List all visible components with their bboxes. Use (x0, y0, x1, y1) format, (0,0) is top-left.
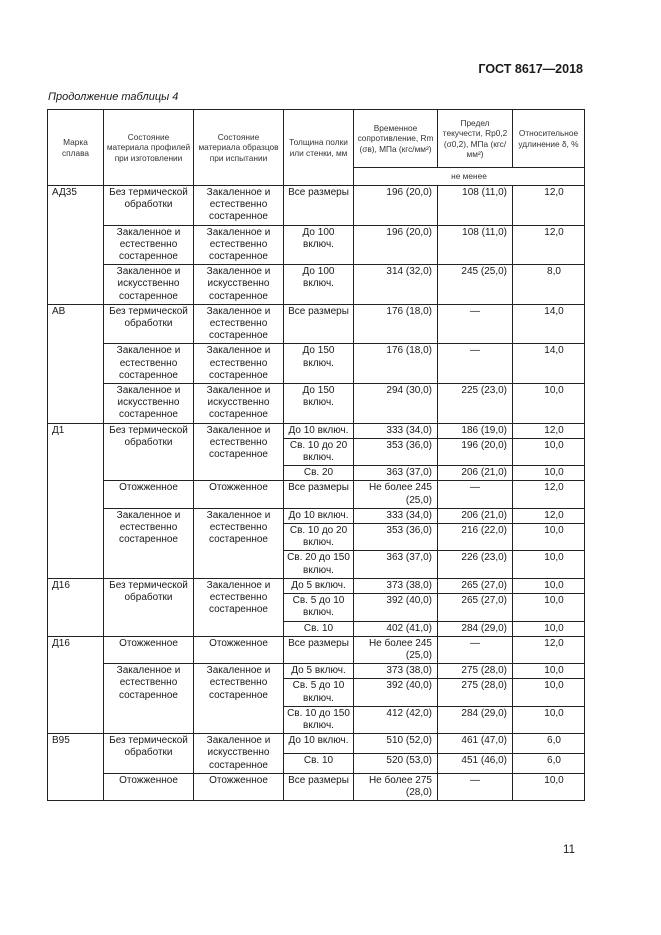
header-elongation: Относительное удлинение δ, % (513, 110, 585, 168)
yield-value: 226 (23,0) (438, 551, 513, 578)
sample-state: Закаленное и искусственно состаренное (194, 734, 284, 774)
yield-value: 206 (21,0) (438, 466, 513, 481)
elongation-value: 10,0 (513, 551, 585, 578)
profile-state: Закаленное и естественно состаренное (104, 664, 194, 734)
thickness-value: Св. 10 (284, 621, 354, 636)
yield-value: 275 (28,0) (438, 679, 513, 706)
elongation-value: 10,0 (513, 773, 585, 800)
strength-value: 176 (18,0) (354, 304, 438, 344)
yield-value: 461 (47,0) (438, 734, 513, 754)
thickness-value: Св. 20 до 150 включ. (284, 551, 354, 578)
yield-value: 265 (27,0) (438, 578, 513, 593)
yield-value: — (438, 344, 513, 384)
sample-state: Закаленное и искусственно состаренное (194, 384, 284, 424)
thickness-value: Св. 20 (284, 466, 354, 481)
elongation-value: 6,0 (513, 734, 585, 754)
yield-value: 265 (27,0) (438, 594, 513, 621)
sample-state: Закаленное и естественно состаренное (194, 304, 284, 344)
thickness-value: Св. 10 (284, 753, 354, 773)
sample-state: Закаленное и естественно состаренное (194, 344, 284, 384)
yield-value: 225 (23,0) (438, 384, 513, 424)
elongation-value: 12,0 (513, 423, 585, 438)
strength-value: 412 (42,0) (354, 706, 438, 733)
profile-state: Без термической обработки (104, 304, 194, 344)
table-row (48, 384, 585, 424)
elongation-value: 12,0 (513, 186, 585, 226)
thickness-value: До 10 включ. (284, 423, 354, 438)
profile-state: Без термической обработки (104, 186, 194, 226)
alloy-grade: Д16 (48, 636, 104, 733)
profile-state: Без термической обработки (104, 578, 194, 636)
thickness-value: Св. 10 до 150 включ. (284, 706, 354, 733)
elongation-value: 14,0 (513, 344, 585, 384)
elongation-value: 14,0 (513, 304, 585, 344)
thickness-value: До 100 включ. (284, 265, 354, 305)
elongation-value: 10,0 (513, 524, 585, 551)
profile-state: Закаленное и естественно состаренное (104, 508, 194, 578)
header-strength: Временное сопротивление, Rm (σв), МПа (кгс/мм²) (354, 110, 438, 168)
table-row (48, 481, 585, 508)
table-caption: Продолжение таблицы 4 (48, 91, 179, 103)
yield-value: 275 (28,0) (438, 664, 513, 679)
yield-value: 186 (19,0) (438, 423, 513, 438)
thickness-value: До 10 включ. (284, 508, 354, 523)
table-row (48, 773, 585, 800)
thickness-value: Все размеры (284, 481, 354, 508)
strength-value: Не более 245 (25,0) (354, 481, 438, 508)
strength-value: 392 (40,0) (354, 679, 438, 706)
thickness-value: До 10 включ. (284, 734, 354, 754)
yield-value: — (438, 481, 513, 508)
strength-value: 392 (40,0) (354, 594, 438, 621)
profile-state: Отожженное (104, 636, 194, 663)
elongation-value: 10,0 (513, 664, 585, 679)
strength-value: 333 (34,0) (354, 423, 438, 438)
strength-value: 510 (52,0) (354, 734, 438, 754)
sample-state: Закаленное и естественно состаренное (194, 186, 284, 226)
sample-state: Закаленное и естественно состаренное (194, 508, 284, 578)
properties-table (47, 109, 585, 801)
elongation-value: 10,0 (513, 466, 585, 481)
thickness-value: Св. 10 до 20 включ. (284, 438, 354, 465)
yield-value: 451 (46,0) (438, 753, 513, 773)
alloy-grade: В95 (48, 734, 104, 801)
profile-state: Закаленное и искусственно состаренное (104, 384, 194, 424)
sample-state: Отожженное (194, 773, 284, 800)
sample-state: Отожженное (194, 636, 284, 663)
sample-state: Закаленное и естественно состаренное (194, 423, 284, 481)
yield-value: 196 (20,0) (438, 438, 513, 465)
yield-value: — (438, 636, 513, 663)
strength-value: 373 (38,0) (354, 578, 438, 593)
sample-state: Закаленное и естественно состаренное (194, 578, 284, 636)
elongation-value: 12,0 (513, 481, 585, 508)
strength-value: 363 (37,0) (354, 551, 438, 578)
strength-value: 314 (32,0) (354, 265, 438, 305)
yield-value: 284 (29,0) (438, 621, 513, 636)
elongation-value: 12,0 (513, 508, 585, 523)
thickness-value: Все размеры (284, 773, 354, 800)
strength-value: 176 (18,0) (354, 344, 438, 384)
strength-value: 196 (20,0) (354, 225, 438, 265)
yield-value: 108 (11,0) (438, 186, 513, 226)
table-row (48, 636, 585, 663)
yield-value: 245 (25,0) (438, 265, 513, 305)
header-yield: Предел текучести, Rp0,2 (σ0,2), МПа (кгс/мм²) (438, 110, 513, 168)
profile-state: Отожженное (104, 481, 194, 508)
yield-value: 108 (11,0) (438, 225, 513, 265)
table-row (48, 304, 585, 344)
table-row (48, 225, 585, 265)
thickness-value: Св. 5 до 10 включ. (284, 679, 354, 706)
table-row (48, 186, 585, 226)
table-body (48, 186, 585, 801)
table-row (48, 344, 585, 384)
thickness-value: Все размеры (284, 636, 354, 663)
document-code: ГОСТ 8617—2018 (478, 62, 583, 76)
strength-value: Не более 275 (28,0) (354, 773, 438, 800)
strength-value: 196 (20,0) (354, 186, 438, 226)
thickness-value: До 5 включ. (284, 578, 354, 593)
table-row (48, 423, 585, 438)
table-row (48, 508, 585, 523)
header-alloy: Марка сплава (48, 110, 104, 186)
profile-state: Закаленное и естественно состаренное (104, 225, 194, 265)
thickness-value: До 150 включ. (284, 344, 354, 384)
elongation-value: 10,0 (513, 438, 585, 465)
thickness-value: До 5 включ. (284, 664, 354, 679)
table-row (48, 578, 585, 593)
strength-value: 363 (37,0) (354, 466, 438, 481)
elongation-value: 10,0 (513, 706, 585, 733)
strength-value: 333 (34,0) (354, 508, 438, 523)
yield-value: — (438, 773, 513, 800)
table-row (48, 265, 585, 305)
alloy-grade: Д16 (48, 578, 104, 636)
table-row (48, 664, 585, 679)
sample-state: Закаленное и искусственно состаренное (194, 265, 284, 305)
sample-state: Закаленное и естественно состаренное (194, 664, 284, 734)
thickness-value: Св. 5 до 10 включ. (284, 594, 354, 621)
thickness-value: Все размеры (284, 304, 354, 344)
sample-state: Закаленное и естественно состаренное (194, 225, 284, 265)
alloy-grade: АД35 (48, 186, 104, 305)
elongation-value: 10,0 (513, 594, 585, 621)
header-not-less: не менее (354, 168, 585, 186)
elongation-value: 10,0 (513, 679, 585, 706)
strength-value: Не более 245 (25,0) (354, 636, 438, 663)
elongation-value: 10,0 (513, 621, 585, 636)
alloy-grade: Д1 (48, 423, 104, 578)
table-row (48, 734, 585, 754)
strength-value: 402 (41,0) (354, 621, 438, 636)
profile-state: Без термической обработки (104, 734, 194, 774)
thickness-value: Св. 10 до 20 включ. (284, 524, 354, 551)
header-thickness: Толщина полки или стенки, мм (284, 110, 354, 186)
yield-value: 216 (22,0) (438, 524, 513, 551)
thickness-value: До 150 включ. (284, 384, 354, 424)
elongation-value: 10,0 (513, 384, 585, 424)
strength-value: 294 (30,0) (354, 384, 438, 424)
elongation-value: 12,0 (513, 636, 585, 663)
header-profile-state: Состояние материала профилей при изготовлении (104, 110, 194, 186)
yield-value: 206 (21,0) (438, 508, 513, 523)
sample-state: Отожженное (194, 481, 284, 508)
thickness-value: Все размеры (284, 186, 354, 226)
yield-value: — (438, 304, 513, 344)
strength-value: 353 (36,0) (354, 438, 438, 465)
strength-value: 353 (36,0) (354, 524, 438, 551)
strength-value: 520 (53,0) (354, 753, 438, 773)
profile-state: Отожженное (104, 773, 194, 800)
elongation-value: 12,0 (513, 225, 585, 265)
header-sample-state: Состояние материала образцов при испытании (194, 110, 284, 186)
page-number: 11 (563, 844, 575, 856)
elongation-value: 10,0 (513, 578, 585, 593)
strength-value: 373 (38,0) (354, 664, 438, 679)
alloy-grade: АВ (48, 304, 104, 423)
profile-state: Без термической обработки (104, 423, 194, 481)
yield-value: 284 (29,0) (438, 706, 513, 733)
elongation-value: 8,0 (513, 265, 585, 305)
elongation-value: 6,0 (513, 753, 585, 773)
profile-state: Закаленное и естественно состаренное (104, 344, 194, 384)
profile-state: Закаленное и искусственно состаренное (104, 265, 194, 305)
thickness-value: До 100 включ. (284, 225, 354, 265)
